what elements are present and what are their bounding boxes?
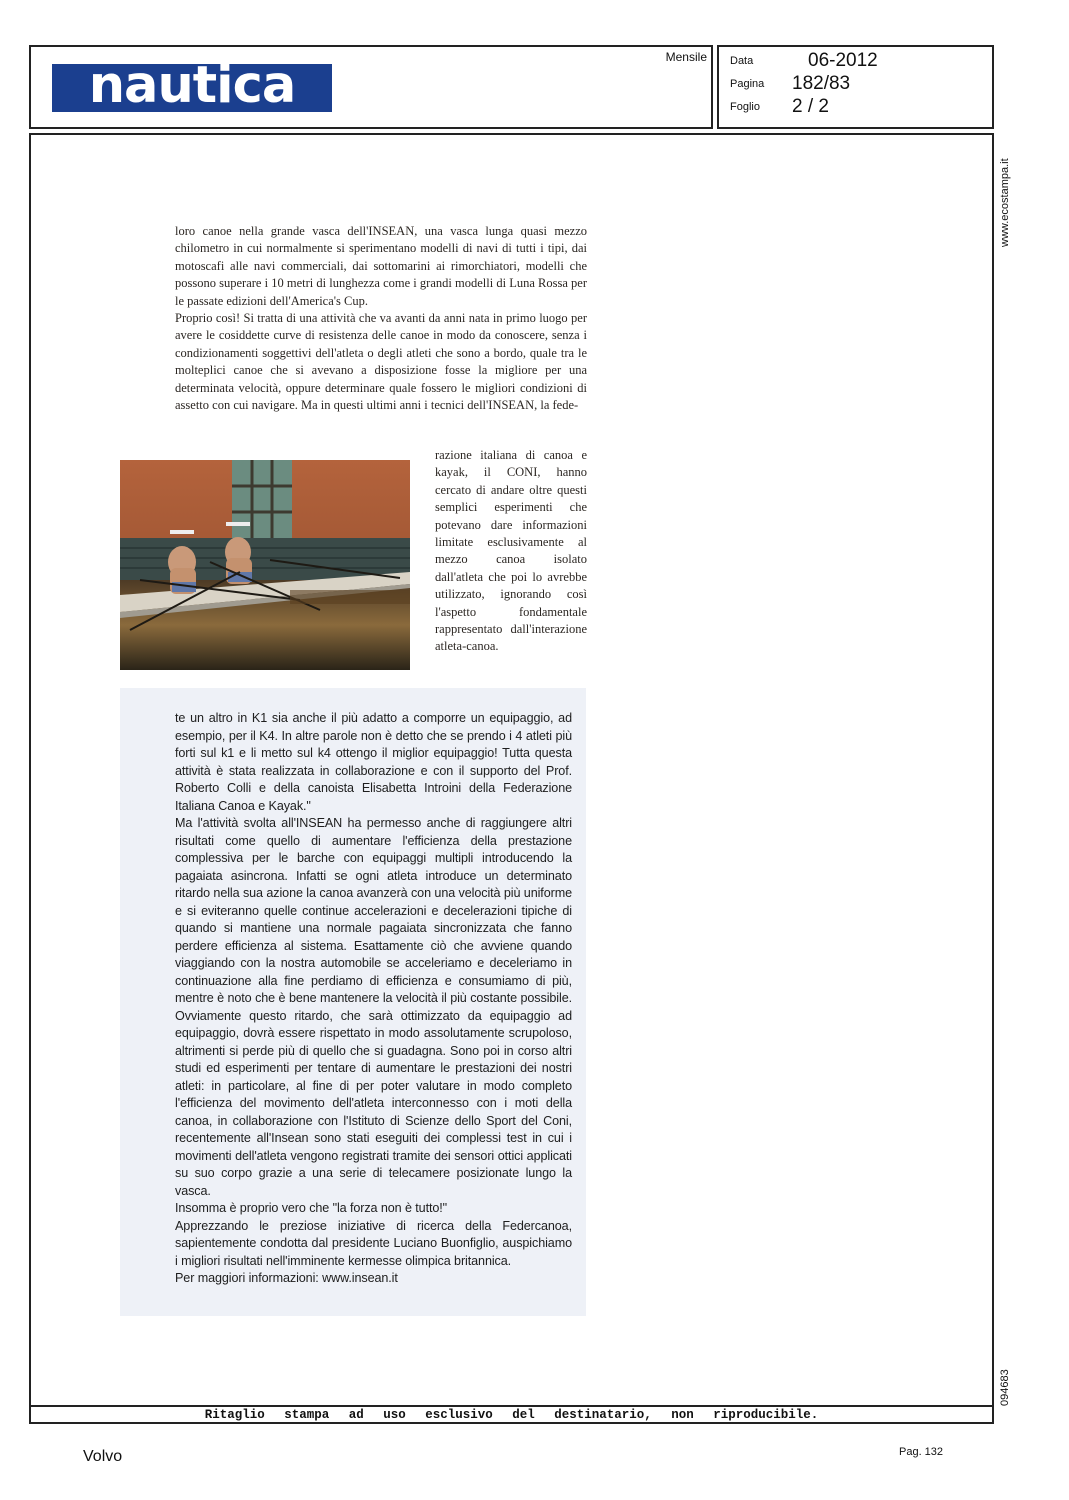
sheet-value: 2 / 2 xyxy=(792,96,829,117)
archive-code-vertical: 094683 xyxy=(999,1369,1011,1406)
intro-paragraph-2: Proprio così! Si tratta di una attività che va avanti da anni nata in primo luogo per avere le cosiddette curve di resistenza delle canoe in modo da conoscere, senza i condizionamenti soggettivi dell'atleta o degli atleti che sono a bordo, quale tra le molteplici canoe che si avevano a disposizione fosse la migliore per una determinata velocità, oppure determinare quale fossero le migliori condizioni di assetto con cui navigare. Ma in questi ultimi anni i tecnici dell'INSEAN, la fede- xyxy=(175,311,587,413)
box-paragraph-2: Ma l'attività svolta all'INSEAN ha permesso anche di raggiungere altri risultati come quello di aumentare l'efficienza della prestazione complessiva per le barche con equipaggi multipli introducendo la pagaiata asincrona. Infatti se ogni atleta introduce un determinato ritardo nella sua azione la canoa avanzerà con una velocità più uniforme e si eviteranno quelle continue accelerazioni e decelerazioni tipiche di quando si mantiene una normale pagaiata sincronizzata che fanno perdere efficienza al sistema. Esattamente ciò che avviene quando viaggiando con la nostra automobile se acceleriamo e deceleriamo in continuazione alla fine perdiamo di efficienza e consumiamo di più, mentre è noto che è bene mantenere la velocità il più costante possibile. Ovviamente questo ritardo, che sarà ottimizzato da equipaggio ad equipaggio, dovrà essere rispettato in modo assolutamente scrupoloso, altrimenti si perde più di quello che si guadagna. Sono poi in corso altri studi ed esperimenti per tentare di aumentare le prestazioni dei nostri atleti: in particolare, al fine di per poter valutare in modo completo l'efficienza del movimento dell'atleta interconnesso con i moti della canoa, in collaborazione con l'Istituto di Scienze dello Sport del Coni, recentemente all'Insean sono stati eseguiti dei complessi test in cui i movimenti dell'atleta vengono registrati tramite dei sensori ottici applicati su suo corpo grazie a una serie di telecamere posizionate lungo la vasca. xyxy=(175,816,572,1198)
page-label: Pagina xyxy=(730,78,765,90)
clipping-notice: Ritaglio stampa ad uso esclusivo del destinatario, non riproducibile. xyxy=(204,1408,819,1422)
publication-frequency: Mensile xyxy=(665,50,707,64)
rowing-photo xyxy=(120,460,410,670)
client-name: Volvo xyxy=(83,1448,123,1465)
article-wrap-column xyxy=(435,447,587,656)
date-value: 06-2012 xyxy=(808,50,878,71)
nautica-logo xyxy=(52,56,332,115)
sidebar-box-text xyxy=(175,710,572,1288)
page-value: 182/83 xyxy=(792,73,851,94)
article-intro xyxy=(175,223,587,414)
box-paragraph-4: Apprezzando le preziose iniziative di ricerca della Federcanoa, sapientemente condotta dal presidente Luciano Buonfiglio, auspichiamo i migliori risultati nell'imminente kermesse olimpica britannica. xyxy=(175,1218,572,1268)
intro-paragraph-1: loro canoe nella grande vasca dell'INSEAN, una vasca lunga quasi mezzo chilometro in cui normalmente si sperimentano modelli di navi di tutti i tipi, dai motoscafi alle navi commerciali, dai sottomarini ai rimorchiatori, modelli che possono superare i 10 metri di lunghezza come i grandi modelli di Luna Rossa per le passate edizioni dell'America's Cup. xyxy=(175,224,587,308)
wrap-paragraph: razione italiana di canoa e kayak, il CONI, hanno cercato di andare oltre questi semplici esperimenti che potevano dare informazioni limitate esclusivamente al mezzo canoa isolato dall'atleta che poi lo avrebbe utilizzato, ignorando così l'aspetto fondamentale rappresentato dall'interazione atleta-canoa. xyxy=(435,448,587,654)
logo-text: nautica xyxy=(88,56,296,115)
rowing-photo-image xyxy=(120,460,410,670)
date-label: Data xyxy=(730,55,754,67)
box-paragraph-3: Insomma è proprio vero che "la forza non è tutto!" xyxy=(175,1201,448,1215)
page-number: Pag. 132 xyxy=(899,1446,944,1458)
sheet-label: Foglio xyxy=(730,101,760,113)
box-paragraph-5: Per maggiori informazioni: www.insean.it xyxy=(175,1271,398,1285)
box-paragraph-1: te un altro in K1 sia anche il più adatto a comporre un equipaggio, ad esempio, per il K4. In altre parole non è detto che se prendo i 4 atleti più forti sul k1 e li metto sul k4 ottengo il miglior equipaggio! Tutta questa attività è stata realizzata in collaborazione e con il supporto del Prof. Roberto Colli e della canoista Elisabetta Introini della Federazione Italiana Canoa e Kayak." xyxy=(175,711,572,813)
website-vertical: www.ecostampa.it xyxy=(999,158,1011,247)
